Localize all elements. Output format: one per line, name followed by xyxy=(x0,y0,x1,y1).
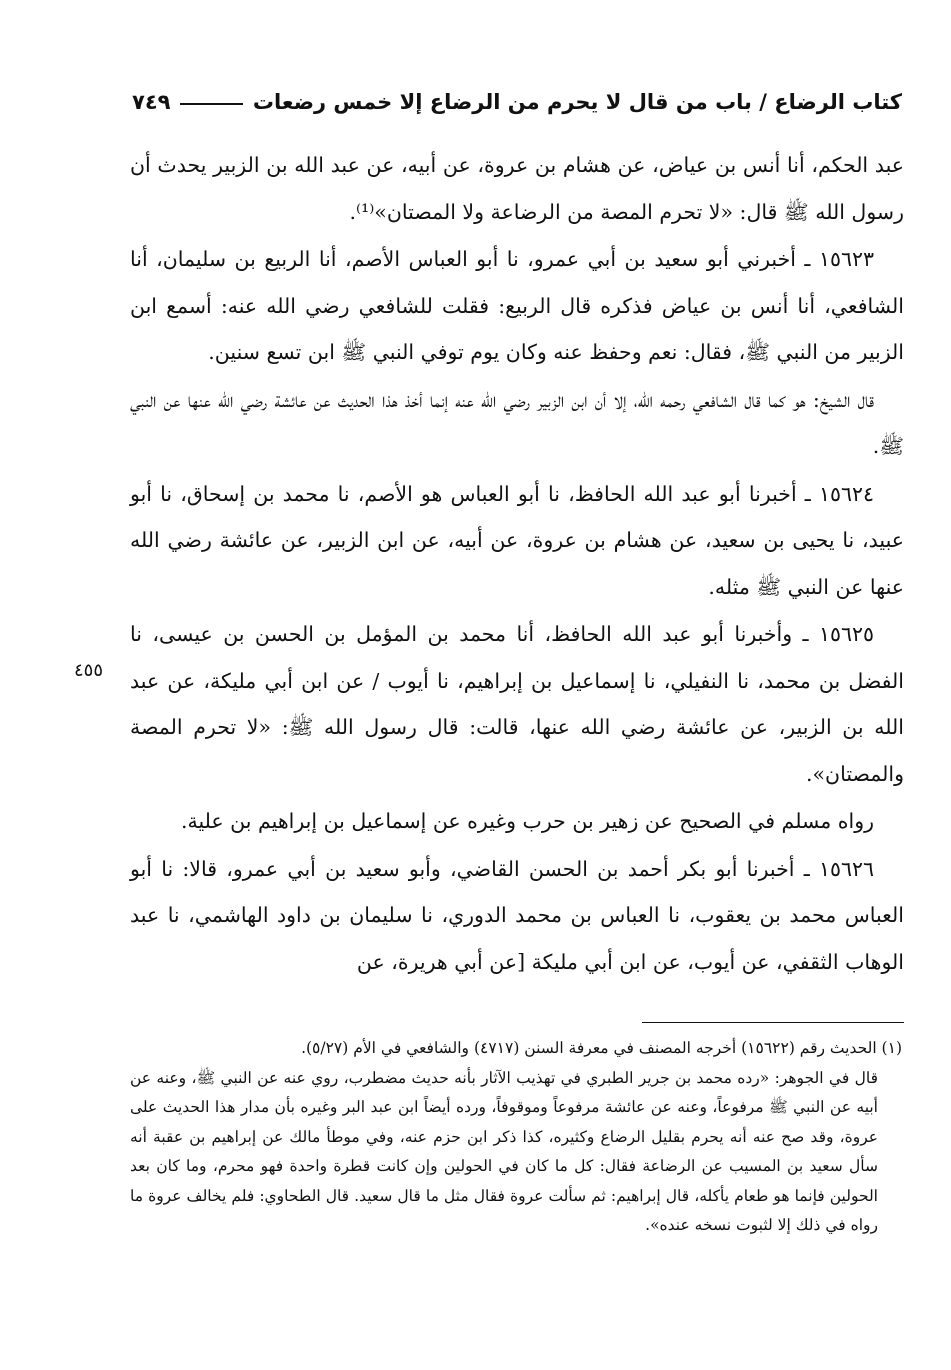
muslim-attribution: رواه مسلم في الصحيح عن زهير بن حرب وغيره عن إسماعيل بن إبراهيم بن علية. xyxy=(180,809,874,833)
margin-page-reference: ٤٥٥ xyxy=(74,660,104,681)
hadith-15625: ١٥٦٢٥ ـ وأخبرنا أبو عبد الله الحافظ، أنا محمد بن المؤمل بن الحسن بن عيسى، نا الفضل بن محمد، نا النفيلي، نا إسماعيل بن إبراهيم، نا أيوب / عن ابن أبي مليكة، عن عبد الله بن الزبير، عن عائشة رضي الله عنها، قالت: قال رسول الله ﷺ: «لا تحرم المصة والمصتان». xyxy=(130,622,904,786)
hadith-15624: ١٥٦٢٤ ـ أخبرنا أبو عبد الله الحافظ، نا أبو العباس هو الأصم، نا محمد بن إسحاق، نا أبو عبيد، نا يحيى بن سعيد، عن هشام بن عروة، عن أبيه، عن ابن الزبير، عن عائشة رضي الله عنها عن النبي ﷺ مثله. xyxy=(130,481,904,599)
footnotes xyxy=(130,1034,902,1241)
footnote-rule xyxy=(642,1022,904,1023)
header-rule xyxy=(180,103,242,105)
sheikh-comment: قال الشيخ: هو كما قال الشافعي رحمه الله، إلا أن ابن الزبير رضي الله عنه إنما أخذ هذا الحديث عن عائشة رضي الله عنها عن النبي ﷺ. xyxy=(130,387,904,458)
running-header xyxy=(132,82,902,122)
footnote-1-commentary: قال في الجوهر: «رده محمد بن جرير الطبري في تهذيب الآثار بأنه حديث مضطرب، روي عنه عن النبي ﷺ، وعنه عن أبيه عن النبي ﷺ مرفوعاً، وعنه عن عائشة مرفوعاً وموقوفاً، ورده أيضاً ابن عبد البر وغيره بأن مدار هذا الحديث على عروة، وقد صح عنه أنه يحرم بقليل الرضاع وكثيره، كذا ذكر ابن حزم عنه، وفي موطأ مالك عن إبراهيم بن عقبة أنه سأل سعيد بن المسيب عن الرضاعة فقال: كل ما كان في الحولين وإن كانت قطرة واحدة فهو محرم، وما كان بعد الحولين فإنما هو طعام يأكله، قال إبراهيم: ثم سألت عروة فقال مثل ما قال سعيد. قال الطحاوي: فلم يخالف عروة ما رواه في ذلك إلا لثبوت نسخه عنده». xyxy=(130,1068,878,1234)
main-text xyxy=(130,142,904,986)
chapter-title: كتاب الرضاع / باب من قال لا يحرم من الرضاع إلا خمس رضعات xyxy=(252,90,902,114)
hadith-15626: ١٥٦٢٦ ـ أخبرنا أبو بكر أحمد بن الحسن القاضي، وأبو سعيد بن أبي عمرو، قالا: نا أبو العباس محمد بن يعقوب، نا العباس بن محمد الدوري، نا سليمان بن داود الهاشمي، نا عبد الوهاب الثقفي، عن أيوب، عن ابن أبي مليكة [عن أبي هريرة، عن xyxy=(130,856,904,974)
paragraph-continuation: عبد الحكم، أنا أنس بن عياض، عن هشام بن عروة، عن أبيه، عن عبد الله بن الزبير يحدث أن رسول الله ﷺ قال: «لا تحرم المصة من الرضاعة ولا المصتان»⁽¹⁾. xyxy=(130,153,904,224)
page-number: ٧٤٩ xyxy=(132,90,171,114)
footnote-1: (١) الحديث رقم (١٥٦٢٢) أخرجه المصنف في معرفة السنن (٤٧١٧) والشافعي في الأم (٥/٢٧). xyxy=(301,1039,902,1057)
hadith-15623: ١٥٦٢٣ ـ أخبرني أبو سعيد بن أبي عمرو، نا أبو العباس الأصم، أنا الربيع بن سليمان، أنا الشافعي، أنا أنس بن عياض فذكره قال الربيع: فقلت للشافعي رضي الله عنه: أسمع ابن الزبير من النبي ﷺ، فقال: نعم وحفظ عنه وكان يوم توفي النبي ﷺ ابن تسع سنين. xyxy=(130,247,904,364)
